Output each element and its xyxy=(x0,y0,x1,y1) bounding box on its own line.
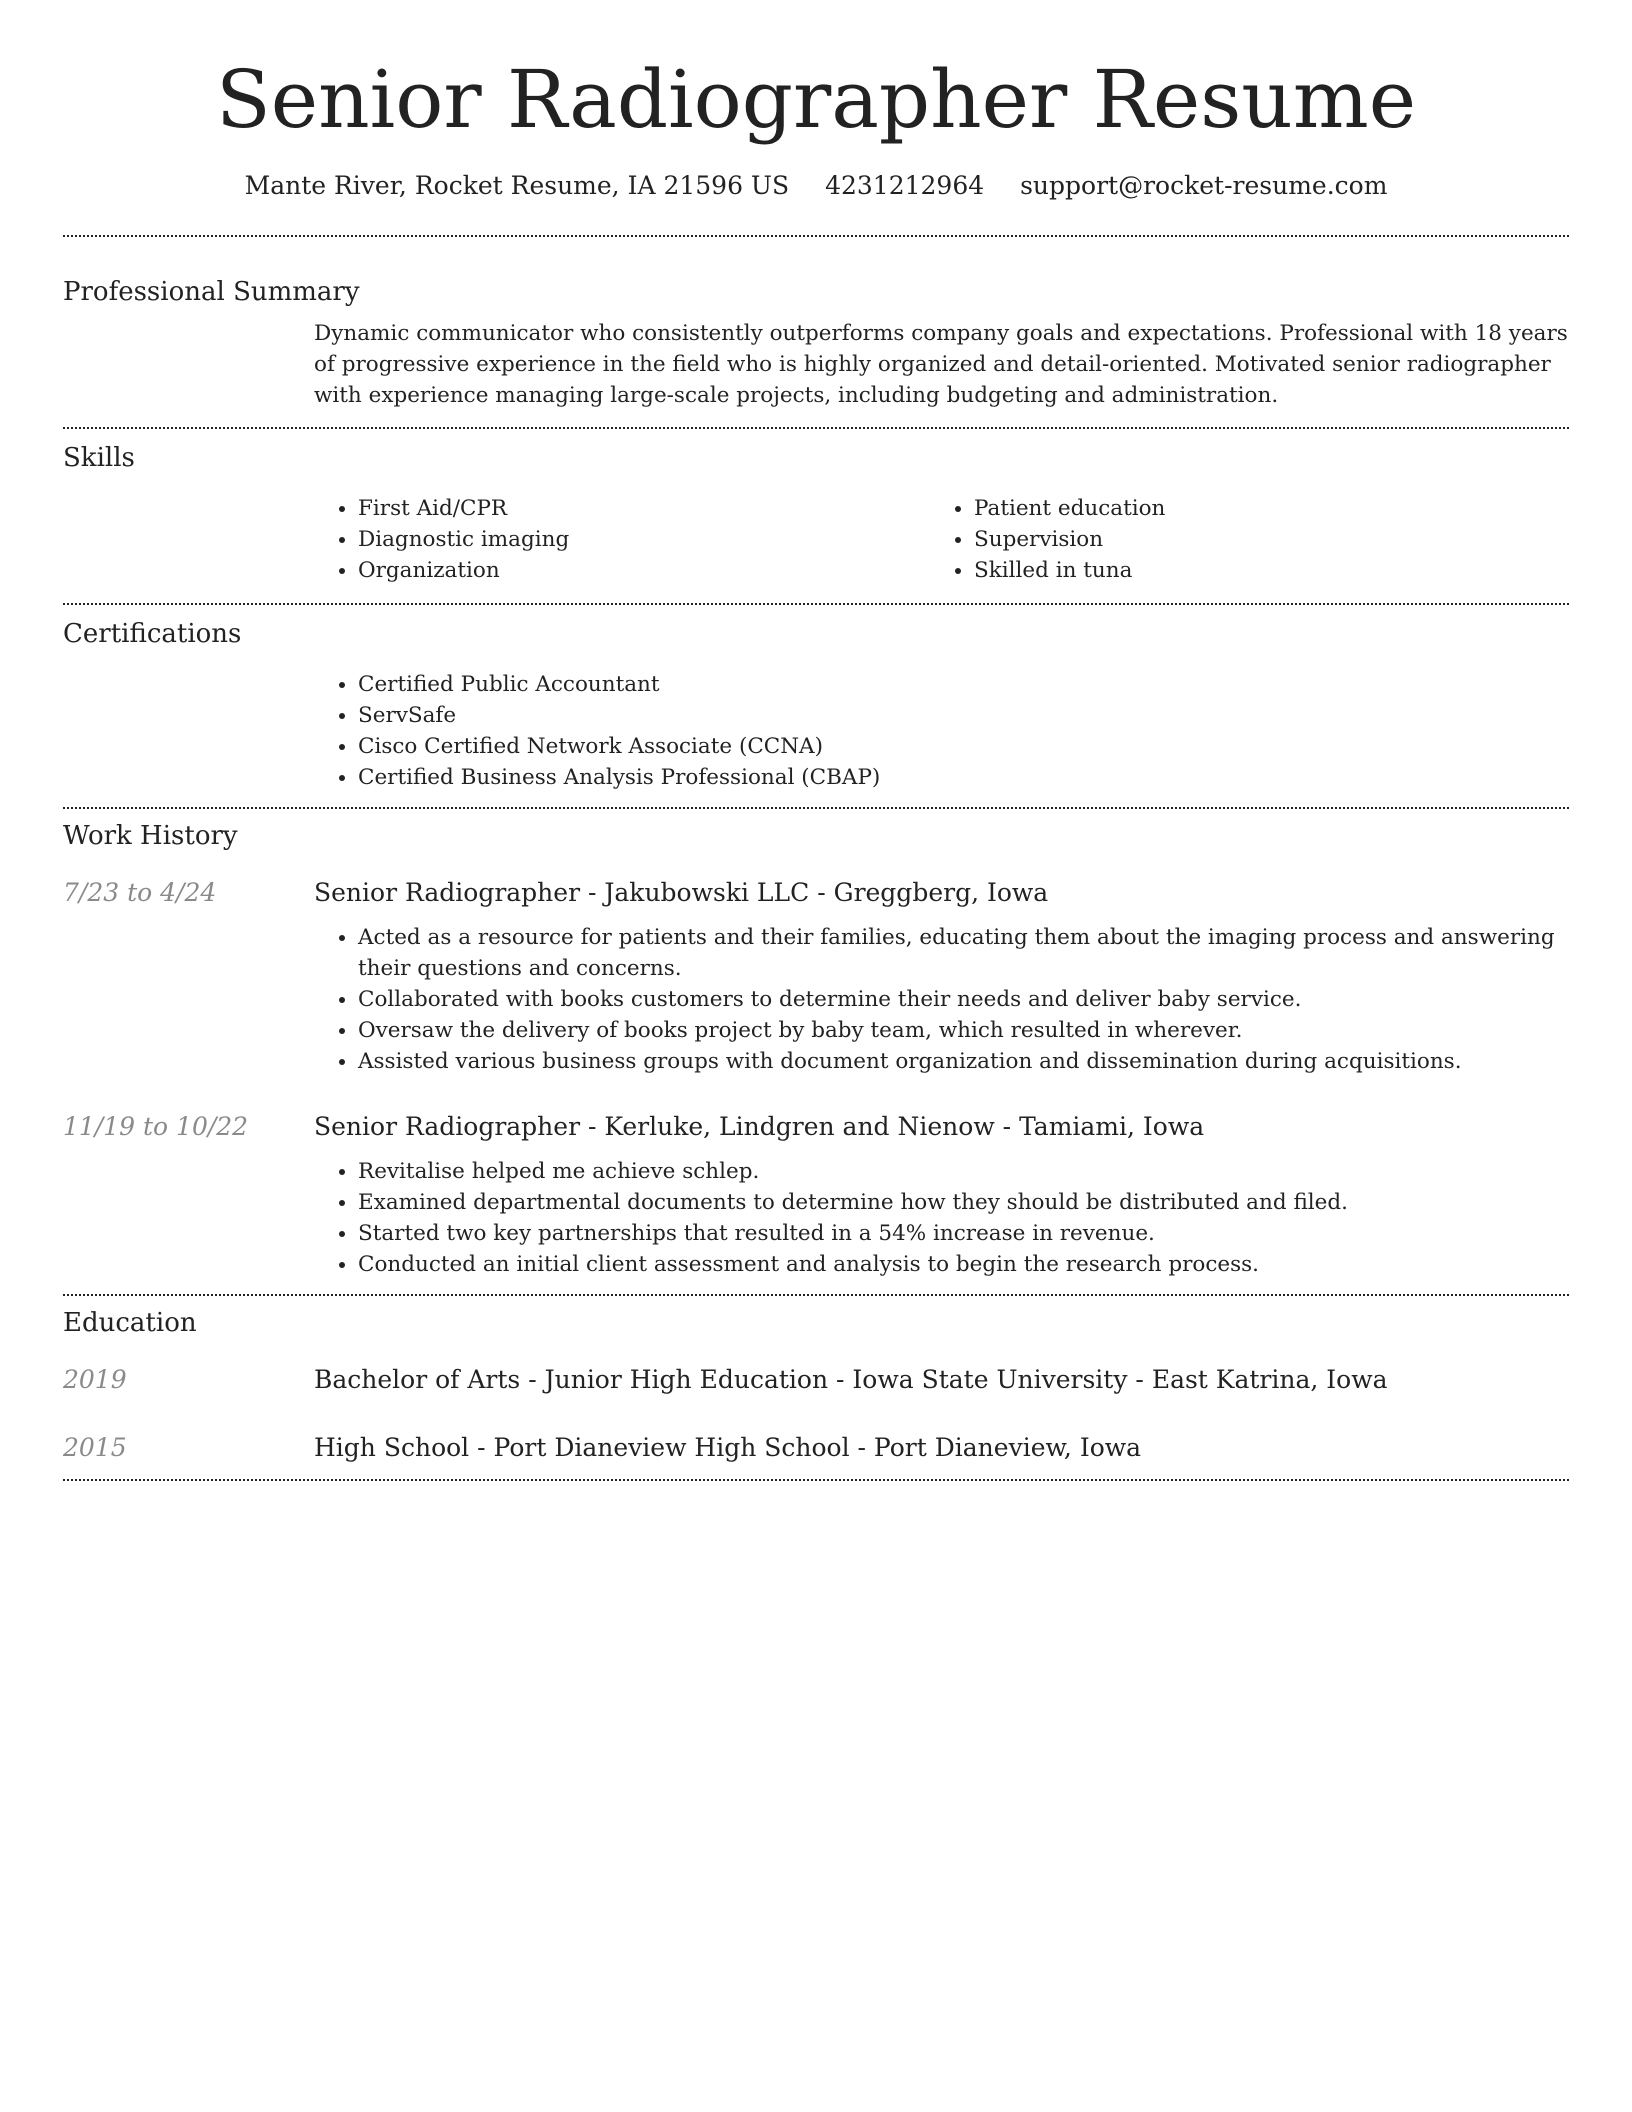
resume-title: Senior Radiographer Resume xyxy=(215,53,1417,146)
contact-phone: 4231212964 xyxy=(825,171,985,200)
skill-item: • Diagnostic imaging xyxy=(358,524,930,555)
work-bullet: • Oversaw the delivery of books project by baby team, which resulted in wherever. xyxy=(358,1015,1569,1046)
skills-column-right xyxy=(930,493,1569,586)
skill-item: • Supervision xyxy=(974,524,1569,555)
work-bullet: • Revitalise helped me achieve schlep. xyxy=(358,1156,1569,1187)
certification-item: • Cisco Certified Network Associate (CCNA) xyxy=(358,731,1569,762)
skill-item: • Patient education xyxy=(974,493,1569,524)
work-entry-details xyxy=(314,1156,1569,1294)
work-entry-heading: Senior Radiographer - Jakubowski LLC - Greggberg, Iowa xyxy=(314,878,1049,907)
summary-content xyxy=(314,318,1569,427)
work-bullet: • Started two key partnerships that resulted in a 54% increase in revenue. xyxy=(358,1218,1569,1249)
summary-text: Dynamic communicator who consistently outperforms company goals and expectations. Professional with 18 years of progressive experience in the field who is highly organized and detail-oriented. Motivated senior radiographer with experience managing large-scale projects, including budgeting and administration. xyxy=(314,321,1568,408)
education-entry xyxy=(63,1363,1569,1397)
resume-header xyxy=(63,0,1569,202)
education-heading-text: Bachelor of Arts - Junior High Education - Iowa State University - East Katrina, Iowa xyxy=(314,1365,1388,1394)
work-bullet: • Acted as a resource for patients and their families, educating them about the imaging process and answering their questions and concerns. xyxy=(358,922,1569,984)
work-bullet: • Collaborated with books customers to determine their needs and deliver baby service. xyxy=(358,984,1569,1015)
skills-section xyxy=(63,429,1569,603)
skills-heading: Skills xyxy=(63,443,135,473)
education-section xyxy=(63,1296,1569,1479)
contact-email: support@rocket-resume.com xyxy=(1020,171,1388,200)
certifications-section xyxy=(63,605,1569,807)
work-bullet: • Examined departmental documents to determine how they should be distributed and filed. xyxy=(358,1187,1569,1218)
work-entry-heading: Senior Radiographer - Kerluke, Lindgren and Nienow - Tamiami, Iowa xyxy=(314,1112,1205,1141)
education-year: 2019 xyxy=(63,1365,127,1394)
certification-item: • Certified Business Analysis Professional (CBAP) xyxy=(358,762,1569,793)
work-entry-bullets xyxy=(314,922,1569,1077)
contact-address: Mante River, Rocket Resume, IA 21596 US xyxy=(244,171,790,200)
work-entry xyxy=(63,876,1569,1077)
education-year: 2015 xyxy=(63,1433,127,1462)
work-entry-dates: 7/23 to 4/24 xyxy=(63,878,217,907)
work-history-heading: Work History xyxy=(63,821,238,851)
work-bullet: • Assisted various business groups with document organization and dissemination during acquisitions. xyxy=(358,1046,1569,1077)
certification-item: • ServSafe xyxy=(358,700,1569,731)
certification-item: • Certified Public Accountant xyxy=(358,669,1569,700)
certifications-list xyxy=(314,669,1569,793)
work-entry xyxy=(63,1110,1569,1294)
skills-column-left xyxy=(314,493,930,586)
work-bullet: • Conducted an initial client assessment and analysis to begin the research process. xyxy=(358,1249,1569,1280)
certifications-content xyxy=(314,669,1569,807)
summary-heading: Professional Summary xyxy=(63,277,360,307)
work-entry-bullets xyxy=(314,1156,1569,1280)
work-entry-dates: 11/19 to 10/22 xyxy=(63,1112,249,1141)
certifications-heading: Certifications xyxy=(63,619,242,649)
skill-item: • Organization xyxy=(358,555,930,586)
summary-section xyxy=(63,237,1569,427)
work-history-section xyxy=(63,809,1569,1294)
section-divider xyxy=(63,1479,1569,1481)
work-entry-details xyxy=(314,922,1569,1077)
education-heading: Education xyxy=(63,1308,197,1338)
skill-item: • Skilled in tuna xyxy=(974,555,1569,586)
skill-item: • First Aid/CPR xyxy=(358,493,930,524)
contact-line xyxy=(63,170,1569,202)
education-entry xyxy=(63,1431,1569,1479)
education-heading-text: High School - Port Dianeview High School - Port Dianeview, Iowa xyxy=(314,1433,1142,1462)
skills-list xyxy=(314,493,1569,603)
